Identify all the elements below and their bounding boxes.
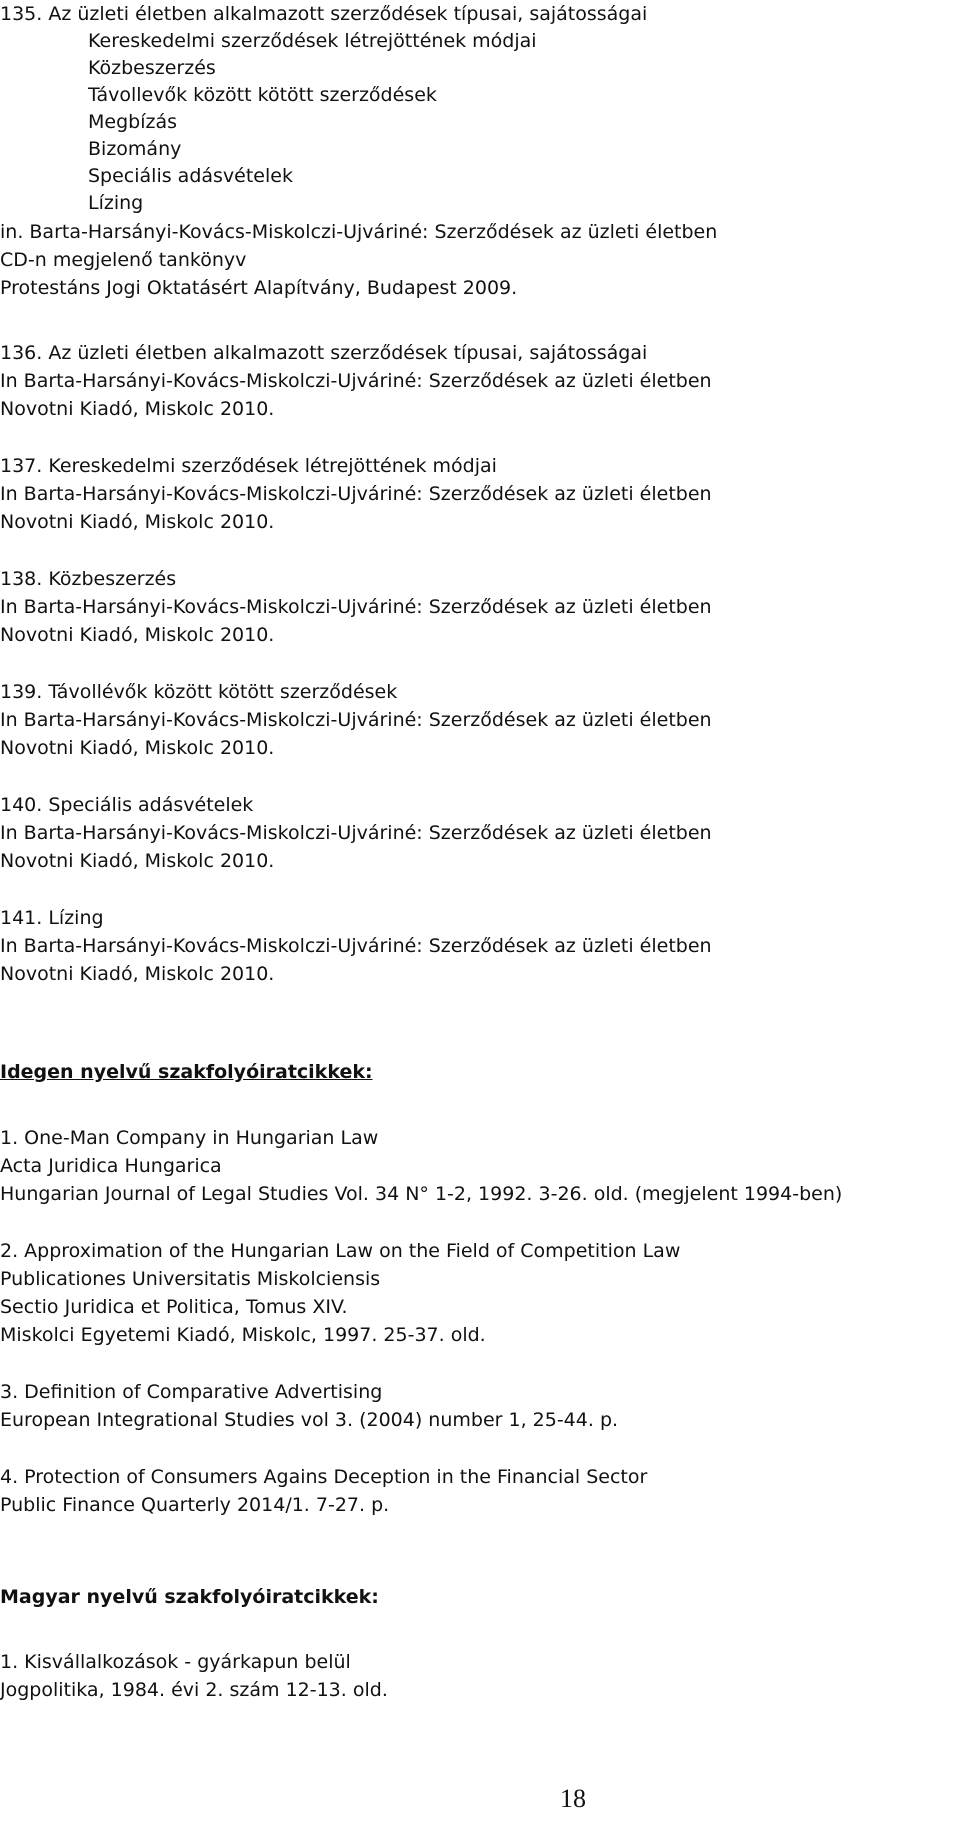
article-title: 2. Approximation of the Hungarian Law on the Field of Competition Law (0, 1240, 681, 1262)
article-title: 1. One-Man Company in Hungarian Law (0, 1127, 379, 1149)
entry-title: 141. Lízing (0, 907, 104, 929)
entry-135-subitem: Közbeszerzés (88, 57, 216, 79)
entry-source: In Barta-Harsányi-Kovács-Miskolczi-Ujváriné: Szerződések az üzleti életben (0, 370, 712, 392)
entry-135-publisher: Protestáns Jogi Oktatásért Alapítvány, Budapest 2009. (0, 277, 518, 299)
page-number: 18 (560, 1784, 586, 1813)
entry-source: In Barta-Harsányi-Kovács-Miskolczi-Ujváriné: Szerződések az üzleti életben (0, 935, 712, 957)
entry-publisher: Novotni Kiadó, Miskolc 2010. (0, 850, 275, 872)
entry-source: In Barta-Harsányi-Kovács-Miskolczi-Ujváriné: Szerződések az üzleti életben (0, 596, 712, 618)
entry-135-title: 135. Az üzleti életben alkalmazott szerződések típusai, sajátosságai (0, 3, 648, 25)
foreign-articles-heading: Idegen nyelvű szakfolyóiratcikkek: (0, 1061, 373, 1083)
article-journal: Publicationes Universitatis Miskolciensis (0, 1268, 381, 1290)
article-journal: Acta Juridica Hungarica (0, 1155, 222, 1177)
article-details: Hungarian Journal of Legal Studies Vol. 34 N° 1-2, 1992. 3-26. old. (megjelent 1994-ben) (0, 1183, 843, 1205)
entry-title: 137. Kereskedelmi szerződések létrejöttének módjai (0, 455, 497, 477)
entry-source: In Barta-Harsányi-Kovács-Miskolczi-Ujváriné: Szerződések az üzleti életben (0, 709, 712, 731)
article-title: 3. Definition of Comparative Advertising (0, 1381, 383, 1403)
entry-publisher: Novotni Kiadó, Miskolc 2010. (0, 624, 275, 646)
entry-publisher: Novotni Kiadó, Miskolc 2010. (0, 737, 275, 759)
entry-source: In Barta-Harsányi-Kovács-Miskolczi-Ujváriné: Szerződések az üzleti életben (0, 483, 712, 505)
entry-title: 136. Az üzleti életben alkalmazott szerződések típusai, sajátosságai (0, 342, 648, 364)
entry-source: In Barta-Harsányi-Kovács-Miskolczi-Ujváriné: Szerződések az üzleti életben (0, 822, 712, 844)
hungarian-articles-heading: Magyar nyelvű szakfolyóiratcikkek: (0, 1586, 379, 1608)
entry-title: 139. Távollévők között kötött szerződések (0, 681, 398, 703)
article-title: 4. Protection of Consumers Agains Deception in the Financial Sector (0, 1466, 648, 1488)
entry-publisher: Novotni Kiadó, Miskolc 2010. (0, 963, 275, 985)
article-title: 1. Kisvállalkozások - gyárkapun belül (0, 1651, 351, 1673)
entry-135-subitem: Megbízás (88, 111, 177, 133)
entry-publisher: Novotni Kiadó, Miskolc 2010. (0, 398, 275, 420)
entry-135-source: CD-n megjelenő tankönyv (0, 249, 247, 271)
article-details: Jogpolitika, 1984. évi 2. szám 12-13. old. (0, 1679, 388, 1701)
article-details: European Integrational Studies vol 3. (2004) number 1, 25-44. p. (0, 1409, 619, 1431)
entry-135-subitem: Lízing (88, 192, 144, 214)
entry-title: 138. Közbeszerzés (0, 568, 177, 590)
entry-135-subitem: Kereskedelmi szerződések létrejöttének módjai (88, 30, 537, 52)
entry-135-source: in. Barta-Harsányi-Kovács-Miskolczi-Ujváriné: Szerződések az üzleti életben (0, 221, 718, 243)
article-details: Miskolci Egyetemi Kiadó, Miskolc, 1997. 25-37. old. (0, 1324, 486, 1346)
article-details: Public Finance Quarterly 2014/1. 7-27. p. (0, 1494, 390, 1516)
entry-135-subitem: Távollevők között kötött szerződések (88, 84, 437, 106)
entry-135-subitem: Speciális adásvételek (88, 165, 293, 187)
entry-publisher: Novotni Kiadó, Miskolc 2010. (0, 511, 275, 533)
entry-135-subitem: Bizomány (88, 138, 182, 160)
entry-title: 140. Speciális adásvételek (0, 794, 254, 816)
article-details: Sectio Juridica et Politica, Tomus XIV. (0, 1296, 348, 1318)
